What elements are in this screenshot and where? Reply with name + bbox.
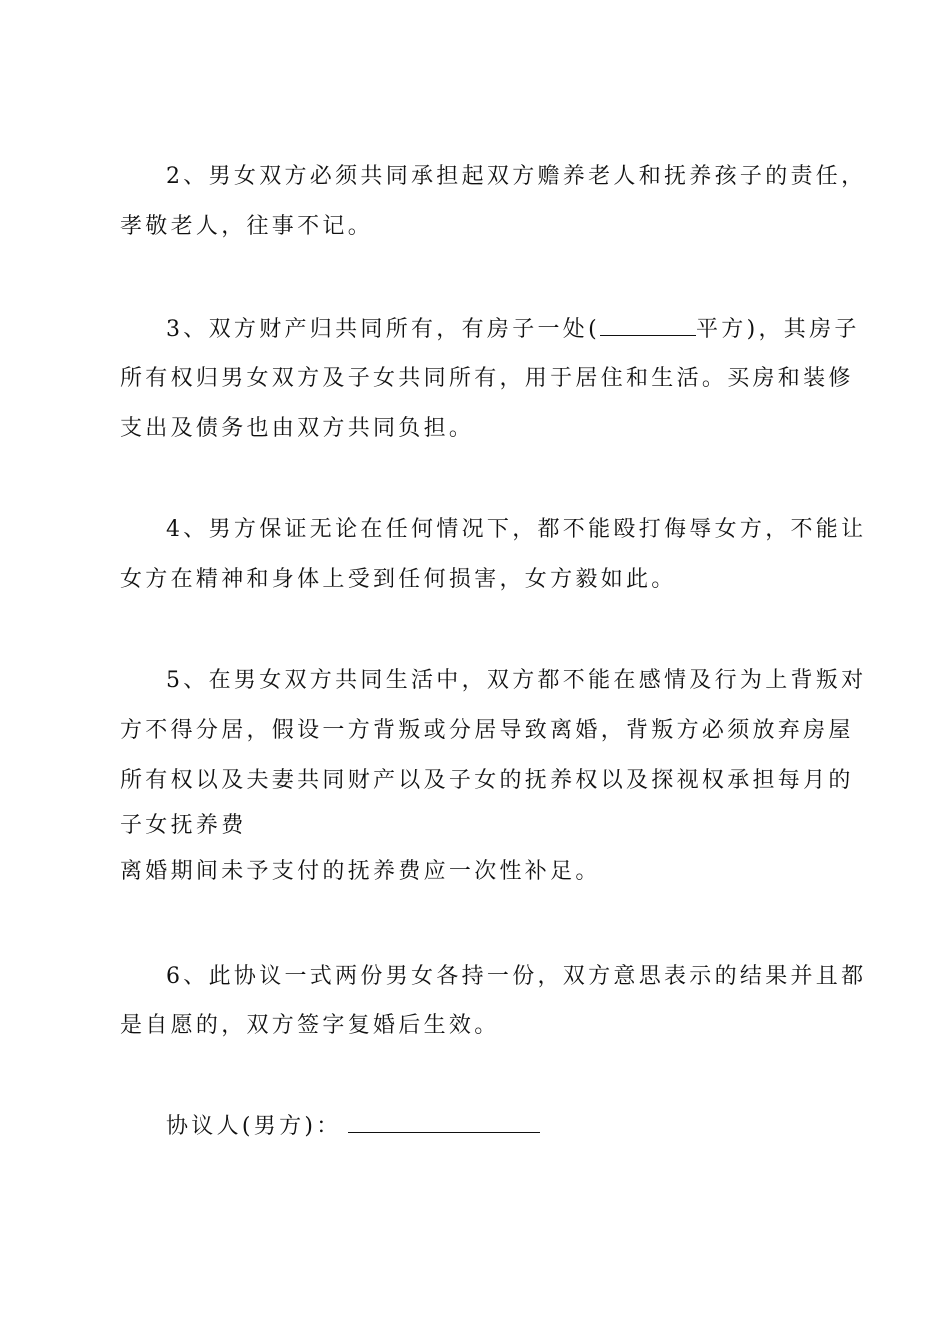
clause-4-line-1: 4、男方保证无论在任何情况下，都不能殴打侮辱女方，不能让 (166, 517, 867, 542)
clause-6-line-2: 是自愿的，双方签字复婚后生效。 (120, 1013, 500, 1038)
clause-2-line-2: 孝敬老人，往事不记。 (120, 214, 374, 239)
clause-5-line-3: 所有权以及夫妻共同财产以及子女的抚养权以及探视权承担每月的 (120, 768, 854, 793)
clause-3-line-1-prefix: 3、双方财产归共同所有，有房子一处( (166, 317, 600, 342)
clause-3-line-3: 支出及债务也由双方共同负担。 (120, 416, 475, 441)
area-blank-field (600, 313, 696, 336)
clause-5-line-1: 5、在男女双方共同生活中，双方都不能在感情及行为上背叛对 (166, 668, 867, 693)
clause-5-line-4: 子女抚养费 (120, 813, 247, 838)
clause-5-line-2: 方不得分居，假设一方背叛或分居导致离婚，背叛方必须放弃房屋 (120, 718, 854, 743)
clause-3-line-2: 所有权归男女双方及子女共同所有，用于居住和生活。买房和装修 (120, 366, 854, 391)
signature-label: 协议人(男方)： (166, 1114, 342, 1139)
clause-2-line-1: 2、男女双方必须共同承担起双方赡养老人和抚养孩子的责任， (166, 164, 867, 189)
clause-6-line-1: 6、此协议一式两份男女各持一份，双方意思表示的结果并且都 (166, 964, 867, 989)
clause-4-line-2: 女方在精神和身体上受到任何损害，女方毅如此。 (120, 567, 677, 592)
clause-3-line-1-suffix: 平方)，其房子 (695, 317, 860, 342)
clause-3-line-1 (166, 313, 860, 345)
signature-line (166, 1110, 540, 1142)
signature-blank-field[interactable] (348, 1110, 540, 1133)
clause-5-line-5: 离婚期间未予支付的抚养费应一次性补足。 (120, 859, 601, 884)
